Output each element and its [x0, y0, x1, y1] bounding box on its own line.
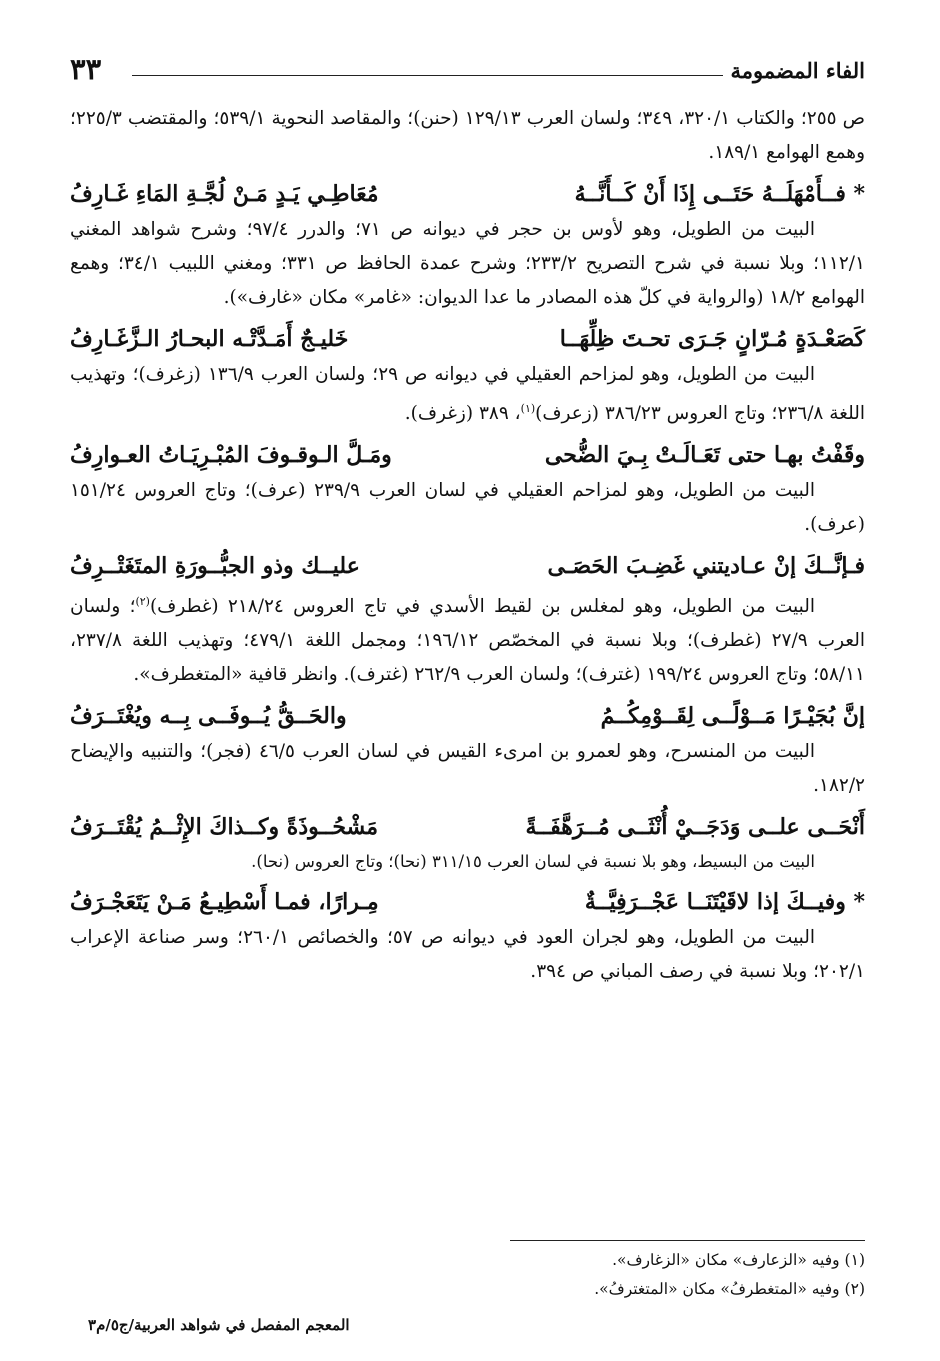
commentary-paragraph: البيت من البسيط، وهو بلا نسبة في لسان العرب ٣١١/١٥ (نحا)؛ وتاج العروس (نحا).	[251, 852, 815, 872]
footnote-reference[interactable]: (١)	[520, 402, 536, 415]
verse-line	[70, 440, 865, 470]
commentary-paragraph: البيت من الطويل، وهو لجران العود في ديوانه ص ٥٧؛ والخصائص ٢٦٠/١؛ وسر صناعة الإعراب ٢٠٢/١؛ وبلا نسبة في رصف المباني ص ٣٩٤.	[70, 927, 865, 983]
footnotes	[70, 1246, 865, 1304]
verse-first-hemistich: وقَفْتُ بهـا حتى تَعَـالَـتْ بِـيَ الضُّحى	[544, 442, 865, 469]
commentary-paragraph: ص ٢٥٥؛ والكتاب ٣٢٠/١، ٣٤٩؛ ولسان العرب ١٢٩/١٣ (حنن)؛ والمقاصد النحوية ٥٣٩/١؛ والمقتضب ٢٢٥/٣؛ وهمع الهوامع ١٨٩/١.	[70, 108, 865, 163]
verse-second-hemistich: خَليـجٌ أَمَـدَّتْـه البحـارُ الـزَّغَـارِفُ	[70, 326, 349, 352]
verse-second-hemistich: ومَـلَّ الـوقـوفَ المُبْـرِيَـاتُ العـوارِفُ	[70, 442, 392, 469]
verse-line	[70, 812, 865, 842]
verse-first-hemistich: * فــأَمْهَلَــهُ حَتَــى إِذَا أَنْ كَــأَنَّــهُ	[574, 181, 865, 207]
footnote-rule	[510, 1240, 865, 1241]
verse-line	[70, 701, 865, 731]
commentary-text-continued: ، ٣٨٩ (زغرف).	[404, 403, 521, 425]
footnote: (١) وفيه «الزعارف» مكان «الزغارف».	[612, 1251, 865, 1269]
verse-first-hemistich: أَنْحَــى علــى وَدَجَــيْ أُنْثَــى مُــرَهَّفَــةً	[525, 814, 865, 841]
commentary-paragraph	[70, 358, 865, 431]
verse-second-hemistich: مِـرارًا، فمـا أَسْطِيـعُ مَـنْ يَتَعَجْـرَفُ	[70, 889, 379, 916]
commentary-text: البيت من الطويل، وهو لمزاحم العقيلي في ديوانه ص ٢٩؛ ولسان العرب ١٣٦/٩ (زغرف)؛ وتهذيب اللغة ٢٣٦/٨؛ وتاج العروس ٣٨٦/٢٣ (زعرف)	[70, 364, 865, 425]
footnote: (٢) وفيه «المتغطرفُ» مكان «المتغترفُ».	[594, 1280, 865, 1298]
verse-second-hemistich: والحَــقُّ يُــوفَــى بِــه ويُغْتَــرَفُ	[70, 703, 347, 730]
header-title: الفاء المضمومة	[730, 58, 865, 83]
commentary-paragraph	[70, 585, 865, 692]
commentary-text-continued: ؛ ولسان العرب ٢٧/٩ (غطرف)؛ وبلا نسبة في المخصّص ١٩٦/١٢؛ ومجمل اللغة ٤٧٩/١؛ وتهذيب اللغة ٢٣٧/٨، ٥٨/١١؛ وتاج العروس ١٩٩/٢٤ (غترف)؛ ولسان العرب ٢٦٢/٩ (غترف). وانظر قافية «المتغطرف».	[70, 596, 865, 686]
verse-first-hemistich: * وفيــكَ إذا لاقَيْتَنَــا عَجْــرَفِيَّــةٌ	[584, 889, 865, 916]
verse-second-hemistich: مَشْحُــوذَةً وكــذاكَ الإِثْــمُ يُقْتَــرَفُ	[70, 814, 378, 841]
commentary-text: البيت من الطويل، وهو لمغلس بن لقيط الأسدي في تاج العروس ٢١٨/٢٤ (غطرف)	[149, 596, 815, 618]
footnote-reference[interactable]: (٢)	[135, 595, 150, 609]
commentary-paragraph: البيت من الطويل، وهو لأوس بن حجر في ديوانه ص ٧١؛ والدرر ٩٧/٤؛ وشرح شواهد المغني ١١٢/١؛ وبلا نسبة في شرح التصريح ٢٣٣/٢؛ وشرح عمدة الحافظ ص ٣٣١؛ ومغني اللبيب ٣٤/١؛ وهمع الهوامع ١٨/٢ (والرواية في كلّ هذه المصادر ما عدا الديوان: «غامر» مكان «غارف»).	[70, 219, 865, 308]
verse-second-hemistich: عليــك وذو الجبُّــورَةِ المتَغَتْــرِفُ	[70, 553, 360, 580]
verse-first-hemistich: كَصَعْـدَةٍ مُـرّانٍ جَـرَى تحـتَ ظِلِّهَــا	[559, 326, 865, 352]
verse-line	[70, 551, 865, 581]
header-rule	[132, 75, 723, 76]
printer-signature: المعجم المفصل في شواهد العربية/ج٥/م٣	[88, 1316, 350, 1334]
page-number: ٣٣	[70, 52, 102, 86]
verse-line	[70, 324, 865, 354]
running-header	[70, 52, 865, 92]
verse-first-hemistich: إنَّ بُجَيْـرًا مَــوْلًــى لِقَــوْمِكُــمُ	[600, 703, 865, 730]
main-content	[70, 102, 865, 989]
verse-line	[70, 179, 865, 209]
commentary-paragraph: البيت من الطويل، وهو لمزاحم العقيلي في لسان العرب ٢٣٩/٩ (عرف)؛ وتاج العروس ١٥١/٢٤ (عرف).	[70, 480, 865, 536]
verse-line	[70, 887, 865, 917]
commentary-paragraph: البيت من المنسرح، وهو لعمرو بن امرىء القيس في لسان العرب ٤٦/٥ (فجر)؛ والتنبيه والإيضاح ١٨٢/٢.	[70, 741, 865, 797]
verse-first-hemistich: فـإنَّــكَ إنْ عـاديتني غَضِـبَ الحَصَـى	[547, 553, 865, 580]
verse-second-hemistich: مُعَاطِـي يَـدٍ مَـنْ لُجَّـةِ المَاءِ غَـارِفُ	[70, 181, 379, 207]
